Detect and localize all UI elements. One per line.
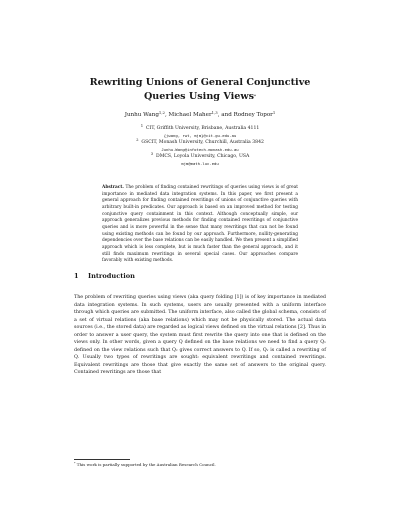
abstract-label: Abstract. bbox=[102, 185, 124, 190]
affil-email: {jwang, rwt, mjm}@cit.gu.edu.au bbox=[163, 133, 237, 138]
author-affil-mark: 1,3 bbox=[211, 109, 218, 115]
author-name: Junhu Wang bbox=[124, 112, 159, 118]
author-separator: , and bbox=[217, 112, 234, 118]
affil-text: DMCS, Loyola University, Chicago, USA bbox=[156, 154, 250, 159]
author-affil-mark: 1 bbox=[272, 109, 276, 115]
section-number: 1 bbox=[74, 272, 79, 280]
affil-email: Junhu.Wang@infotech.monash.edu.au bbox=[161, 147, 239, 152]
author-name: Rodney Topor bbox=[233, 112, 273, 118]
section-heading bbox=[74, 272, 135, 280]
affil-email: mjm@math.luc.edu bbox=[181, 161, 219, 166]
title-line-1: Rewriting Unions of General Conjunctive bbox=[89, 77, 311, 88]
introduction-paragraph: The problem of rewriting queries using views (aka query folding [1]) is of key importance in mediated data integration systems. In such systems, users are usually presented with a uniform interface through which queries are submitted. The uniform interface, also called the global schema, consists of a set of virtual relations (aka base relations) which may not be physically stored. The actual data sources (i.e., the stored data) are regarded as logical views defined on the virtual relations [2]. Thus in order to answer a user query, the system must first rewrite the query into one that is defined on the views only. In other words, given a query Q defined on the base relations we need to find a query Qᵥ defined on the view relations such that Qᵥ gives correct answers to Q. If so, Qᵥ is called a rewriting of Q. Usually two types of rewritings are sought: equivalent rewritings and contained rewritings. Equivalent rewritings are those that give exactly the same set of answers to the original query. Contained rewritings are those that bbox=[74, 295, 326, 375]
footnote-text: This work is partially supported by the Australian Research Council. bbox=[76, 462, 216, 467]
affiliation-1 bbox=[0, 122, 400, 139]
section-title: Introduction bbox=[88, 272, 135, 280]
footnote-rule bbox=[74, 459, 130, 460]
affiliation-2 bbox=[0, 136, 400, 153]
affil-text: CIT, Griffith University, Brisbane, Australia 4111 bbox=[146, 126, 260, 131]
abstract-text: The problem of finding contained rewritings of queries using views is of great importance in mediated data integration systems. In this paper, we first present a general approach for finding contained rewritings of unions of conjunctive queries with arbitrary built-in predicates. Our approach is based on an improved method for testing conjunctive query containment in this context. Although conceptually simple, our approach generalizes previous methods for finding contained rewritings of conjunctive queries and is more powerful in the sense that many rewritings that can not be found using existing methods can be found by our approach. Furthermore, nullity-generating dependencies over the base relations can be easily handled. We then present a simplified approach which is less complete, but is much faster than the general approach, and it still finds maximum rewritings in several special cases. Our approaches compare favorably with existing methods. bbox=[102, 185, 298, 264]
paper-title bbox=[0, 76, 400, 103]
affiliation-3 bbox=[0, 150, 400, 167]
abstract bbox=[102, 185, 298, 265]
author-affil-mark: 1,2 bbox=[158, 109, 165, 115]
title-line-2 bbox=[0, 90, 400, 104]
author-separator: , bbox=[164, 112, 169, 118]
affil-text: GSCIT, Monash University, Churchill, Australia 3842 bbox=[141, 140, 264, 145]
author-name: Michael Maher bbox=[168, 112, 212, 118]
footnote bbox=[74, 462, 326, 467]
affil-number: 2 bbox=[136, 136, 139, 142]
title-line-2-text: Queries Using Views bbox=[143, 90, 255, 102]
footnote-mark: * bbox=[74, 460, 76, 465]
affil-number: 3 bbox=[150, 150, 154, 156]
affil-number: 1 bbox=[140, 122, 144, 128]
title-footnote-mark: * bbox=[254, 92, 257, 98]
author-list bbox=[0, 109, 400, 118]
